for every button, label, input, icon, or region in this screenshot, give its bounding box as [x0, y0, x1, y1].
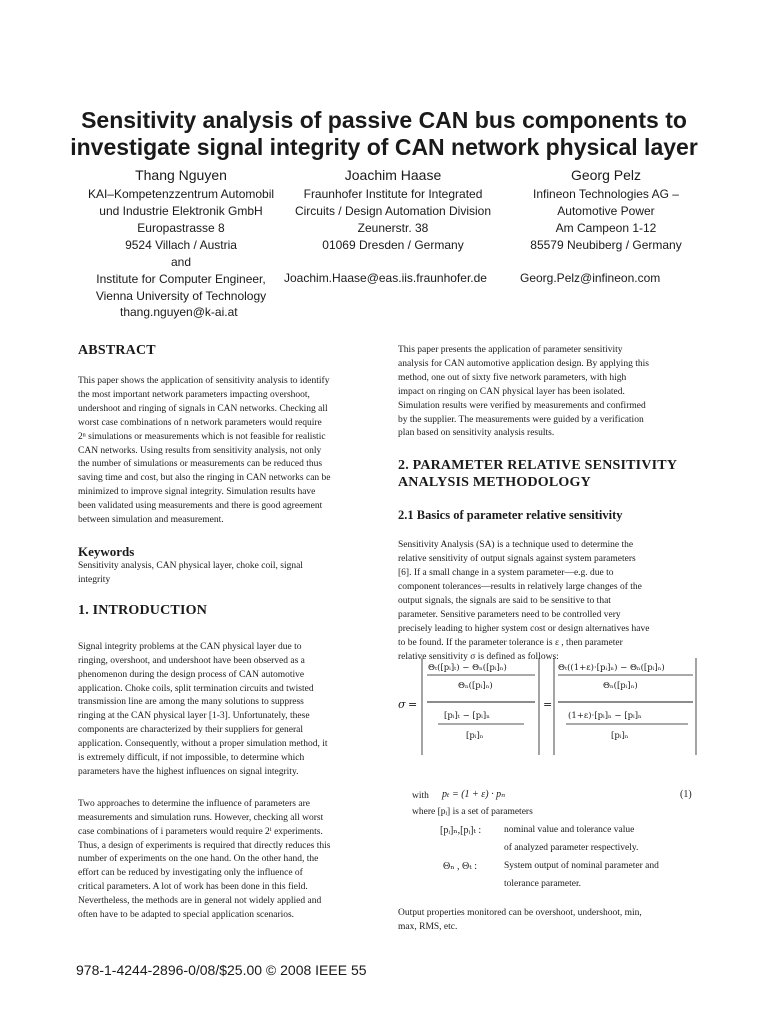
text-line: This paper presents the application of parameter sensitivity [398, 345, 623, 355]
affiliation-line: 85579 Neubiberg / Germany [530, 238, 682, 252]
heading-line: ANALYSIS METHODOLOGY [398, 475, 591, 491]
text-line: relative sensitivity of output signals against system parameters [398, 554, 636, 565]
text-line: phenomenon during the design process of CAN automotive [78, 669, 305, 680]
text-line: is extremely difficult, if not impossible, to determine which [78, 753, 305, 764]
keywords-body [78, 560, 370, 588]
text-line: effort can be reduced by investigating only the influence of [78, 868, 303, 879]
keywords-heading: Keywords [78, 543, 135, 559]
text-line: case combinations of i parameters would require 2ⁱ experiments. [78, 826, 323, 837]
affiliation-line: and [170, 255, 192, 269]
affiliation-line: Europastrasse 8 [137, 221, 225, 235]
text-line: Nevertheless, the methods are in general not widely applied and [78, 896, 322, 907]
introduction-heading: 1. INTRODUCTION [78, 602, 208, 618]
text-line: application. Choke coils, split termination circuits and twisted [78, 683, 314, 694]
section-2-1-heading: 2.1 Basics of parameter relative sensitivity [398, 508, 623, 523]
abstract-body [78, 375, 370, 528]
numerator-bottom-left: [pᵢ]ₜ − [pᵢ]ₙ [444, 711, 490, 721]
text-line: [6]. If a small change in a system parameter—e.g. due to [398, 568, 614, 579]
definition-line: tolerance parameter. [504, 879, 582, 889]
text-line: precisely leading to higher system cost or design alternatives have [398, 623, 650, 634]
denominator-top-left: Θₙ([pᵢ]ₙ) [458, 681, 493, 691]
text-line: the most important network parameters impacting overshoot, [78, 389, 310, 400]
introduction-paragraph-2 [78, 798, 370, 923]
text-line: Sensitivity analysis, CAN physical layer, choke coil, signal [78, 560, 303, 571]
abstract-heading: ABSTRACT [78, 343, 156, 358]
heading-line: 2. PARAMETER RELATIVE SENSITIVITY [398, 458, 678, 474]
title-line-2: investigate signal integrity of CAN network physical layer [70, 134, 698, 160]
author-name: Joachim Haase [344, 167, 442, 183]
text-line: max, RMS, etc. [398, 921, 458, 932]
text-line: This paper shows the application of sensitivity analysis to identify [78, 376, 330, 386]
text-line: components are characterized by their suppliers for general [78, 725, 303, 736]
text-line: by the supplier. The measurements were guided by a verification [398, 414, 644, 425]
equals-sign: = [408, 698, 418, 711]
denominator-bottom-left: [pᵢ]ₙ [466, 731, 484, 741]
text-line: method, one out of sixty five network parameters, with high [398, 372, 627, 383]
text-line: parameters have the highest influences on signal integrity. [78, 766, 299, 777]
text-line: Signal integrity problems at the CAN physical layer due to [78, 641, 302, 652]
email-link-author-1[interactable]: thang.nguyen@k-ai.at [120, 305, 238, 319]
introduction-paragraph-1 [78, 641, 370, 780]
affiliation-line: Institute for Computer Engineer, [96, 272, 266, 286]
text-line: the number of simulations or measurements can be reduced thus [78, 459, 323, 470]
author-name: Georg Pelz [570, 167, 642, 183]
denominator-bottom-right: [pᵢ]ₙ [611, 731, 629, 741]
author-name: Thang Nguyen [135, 167, 227, 183]
affiliation-line: Automotive Power [557, 204, 655, 218]
text-line: measurements and simulation runs. However, checking all worst [78, 812, 324, 823]
denominator-top-right: Θₙ([pᵢ]ₙ) [603, 681, 638, 691]
text-line: integrity [78, 574, 111, 585]
equals-sign: = [543, 698, 553, 711]
left-column [78, 342, 370, 923]
numerator-bottom-right: (1+ε)·[pᵢ]ₙ − [pᵢ]ₙ [568, 711, 642, 721]
equation-number: (1) [680, 789, 692, 800]
text-line: number of experiments on the one hand. On the other hand, the [78, 854, 319, 865]
with-label: with [412, 791, 429, 801]
text-line: undershoot and ringing of signals in CAN networks. Checking all [78, 403, 328, 414]
affiliation-line: und Industrie Elektronik GmbH [99, 204, 263, 218]
affiliation-line: Circuits / Design Automation Division [294, 204, 492, 218]
affiliation-line: 9524 Villach / Austria [125, 238, 237, 252]
section-2-heading [398, 457, 694, 491]
affiliation-line: Am Campeon 1-12 [555, 221, 657, 235]
copyright-footer: 978-1-4244-2896-0/08/$25.00 © 2008 IEEE 55 [76, 962, 367, 978]
text-line: minimized to improve signal integrity. Simulation results have [78, 487, 316, 498]
text-line: ringing, overshoot, and undershoot have been observed as a [78, 655, 305, 666]
definition-line: System output of nominal parameter and [504, 861, 659, 871]
text-line: 2ⁿ simulations or measurements which is not feasible for realistic [78, 431, 326, 442]
definition-line: nominal value and tolerance value [504, 825, 635, 835]
closing-paragraph [398, 907, 694, 935]
email-link-author-2[interactable]: Joachim.Haase@eas.iis.fraunhofer.de [284, 271, 487, 285]
text-line: CAN networks. Using results from sensitivity analysis, not only [78, 445, 322, 456]
affiliation-line: KAI–Kompetenzzentrum Automobil [87, 187, 275, 201]
text-line: between simulation and measurement. [78, 515, 224, 526]
text-line: relative sensitivity σ is defined as follows: [398, 651, 559, 662]
text-line: Sensitivity Analysis (SA) is a technique used to determine the [398, 540, 634, 551]
text-line: saving time and cost, but also the ringing in CAN networks can be [78, 473, 331, 484]
text-line: Output properties monitored can be overshoot, undershoot, min, [398, 908, 642, 918]
section-2-1-body [398, 539, 694, 664]
text-line: Simulation results were verified by measurements and confirmed [398, 400, 646, 411]
right-column [398, 344, 694, 665]
affiliation-line: Zeunerstr. 38 [357, 221, 429, 235]
with-expression: pₜ = (1 + ε) · pₙ [442, 789, 506, 800]
email-link-author-3[interactable]: Georg.Pelz@infineon.com [520, 271, 661, 285]
text-line: plan based on sensitivity analysis results. [398, 428, 555, 439]
text-line: been validated using measurements and there is good agreement [78, 501, 323, 512]
text-line: often have to be adapted to special application scenarios. [78, 910, 295, 921]
text-line: critical parameters. A lot of work has been done in this field. [78, 882, 308, 893]
text-line: application. Consequently, without a proper simulation method, it [78, 739, 328, 750]
sigma-symbol: σ [398, 698, 406, 711]
text-line: parameter. Sensitive parameters need to be controlled very [398, 609, 621, 620]
text-line: Two approaches to determine the influence of parameters are [78, 798, 310, 809]
affiliation-line: Fraunhofer Institute for Integrated [303, 187, 483, 201]
author-block-3 [500, 166, 712, 254]
author-block-2 [278, 166, 508, 254]
text-line: impact on ringing on CAN physical layer has been isolated. [398, 386, 625, 397]
text-line: transmission line are among the many solutions to suppress [78, 697, 304, 708]
text-line: worst case combinations of n network parameters would require [78, 417, 322, 428]
text-line: Thus, a design of experiments is required that directly reduces this [78, 840, 331, 851]
parameter-symbol: [pᵢ]ₙ,[pᵢ]ₜ : [440, 825, 482, 836]
affiliation-line: Infineon Technologies AG – [533, 187, 679, 201]
output-symbol: Θₙ , Θₜ : [443, 861, 478, 872]
paper-title [40, 107, 728, 161]
text-line: analysis for CAN automotive application design. By applying this [398, 358, 649, 369]
definition-line: of analyzed parameter respectively. [504, 843, 639, 853]
text-line: component tolerances—results in relatively large changes of the [398, 582, 642, 593]
text-line: to be found. If the parameter tolerance is ε , then parameter [398, 637, 623, 648]
affiliation-line: Vienna University of Technology [95, 289, 267, 303]
paper-overview-paragraph [398, 344, 694, 441]
text-line: ringing at the CAN physical layer [1-3]. Unfortunately, these [78, 711, 310, 722]
where-label: where [pᵢ] is a set of parameters [412, 807, 533, 817]
affiliation-line: 01069 Dresden / Germany [322, 238, 464, 252]
author-block-1 [76, 166, 286, 305]
numerator-top-right: Θₜ((1+ε)·[pᵢ]ₙ) − Θₙ([pᵢ]ₙ) [558, 663, 665, 673]
numerator-top-left: Θₜ([pᵢ]ₜ) − Θₙ([pᵢ]ₙ) [428, 663, 507, 673]
sensitivity-equation [398, 650, 698, 770]
title-line-1: Sensitivity analysis of passive CAN bus components to [81, 107, 687, 133]
text-line: output signals, the signals are said to be sensitive to that [398, 595, 611, 606]
